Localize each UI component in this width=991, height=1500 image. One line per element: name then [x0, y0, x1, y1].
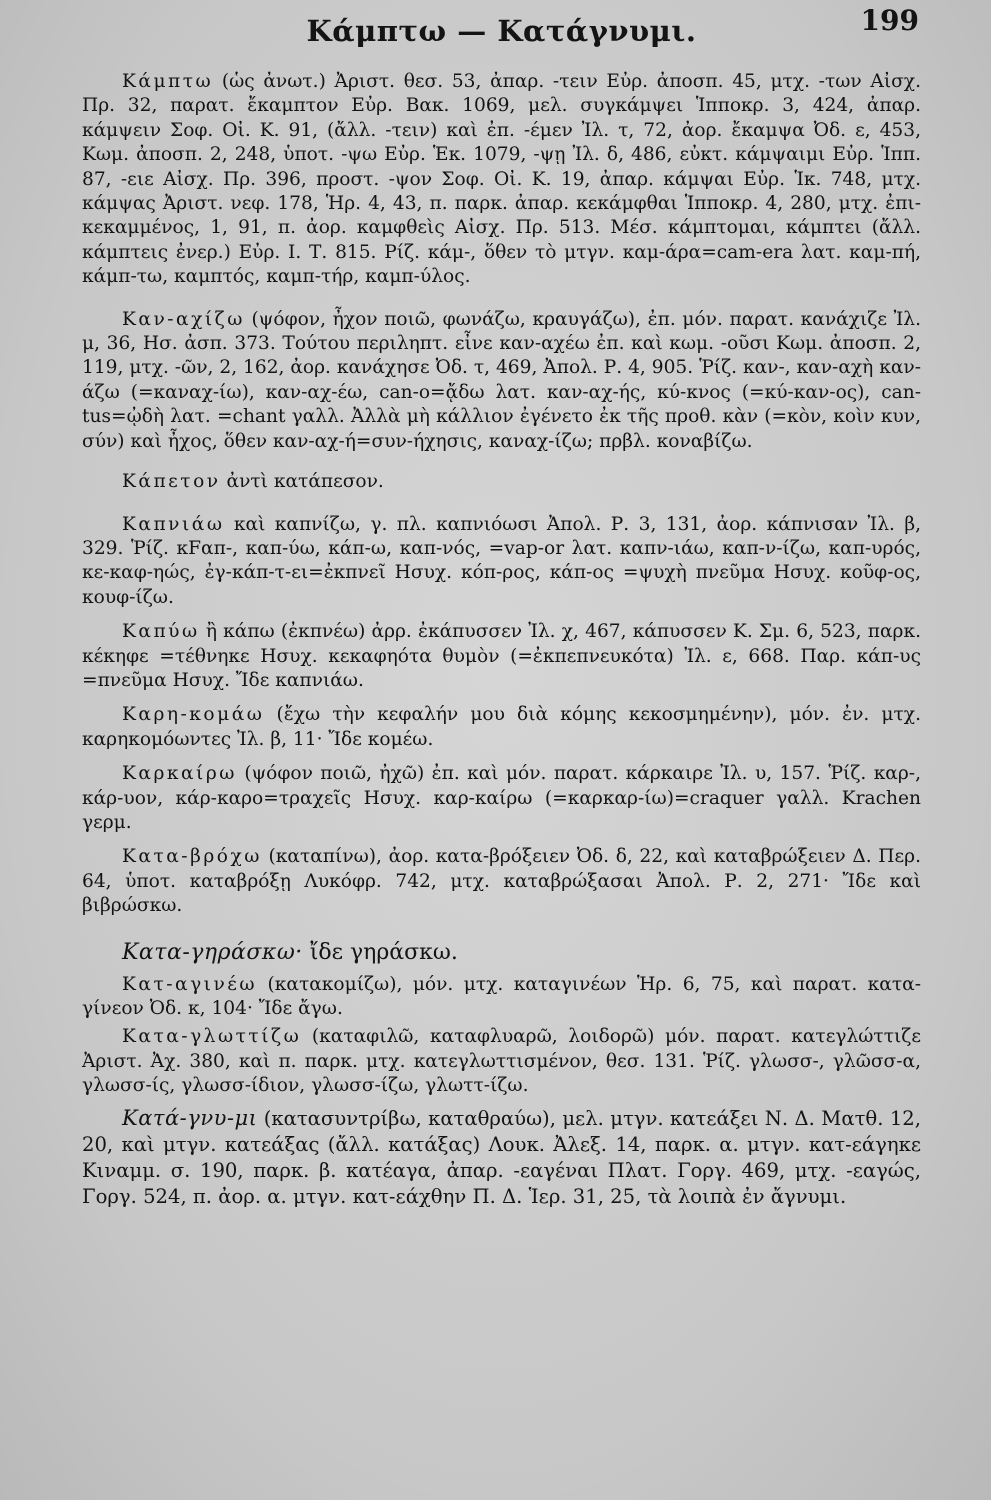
- running-head: [82, 0, 921, 70]
- entry-kapniao: [82, 513, 921, 611]
- entry-body: (ἔχω τὴν κεφαλήν μου διὰ κόμης κεκοσμημένην), μόν. ἐν. μτχ. καρηκομόωντες Ἰλ. β, 11· Ἴδε κομέω.: [82, 704, 921, 750]
- entry-kapeton: [82, 470, 921, 494]
- entry-kategerasko: [82, 939, 921, 967]
- entry-body: ἀντὶ κατάπεσον.: [226, 471, 384, 493]
- entry-headword: Κατα-γηράσκω·: [122, 939, 303, 965]
- entry-headword: Καρκαίρω: [122, 763, 237, 785]
- entry-body: (ὡς ἀνωτ.) Ἀριστ. θεσ. 53, ἀπαρ. -τειν Εὐρ. ἀποσπ. 45, μτχ. -των Αἰσχ. Πρ. 32, παρατ. ἔκαμπτον Εὐρ. Βακ. 1069, μελ. συγκάμψει Ἱπποκρ. 3, 424, ἀπαρ. κάμψειν Σοφ. Οἰ. Κ. 91, (ἄλλ. -τειν) καὶ ἐπ. -έμεν Ἰλ. τ, 72, ἀορ. ἔκαμψα Ὀδ. ε, 453, Κωμ. ἀποσπ. 2, 248, ὑποτ. -ψω Εὐρ. Ἑκ. 1079, -ψῃ Ἰλ. δ, 486, εὐκτ. κάμψαιμι Εὐρ. Ἱππ. 87, -ειε Αἰσχ. Πρ. 396, προστ. -ψον Σοφ. Οἰ. Κ. 19, ἀπαρ. κάμψαι Εὐρ. Ἱκ. 748, μτχ. κάμψας Ἀριστ. νεφ. 178, Ἡρ. 4, 43, π. παρκ. ἀπαρ. κεκάμφθαι Ἱπποκρ. 4, 280, μτχ. ἐπι-κεκαμμένος, 1, 91, π. ἀορ. καμφθεὶς Αἰσχ. Πρ. 513. Μέσ. κάμπτομαι, κάμπτει (ἄλλ. κάμπτεις ἐνερ.) Εὐρ. Ι. Τ. 815. Ρίζ. κάμ-, ὅθεν τὸ μτγν. καμ-άρα=cam-era λατ. καμ-πή, κάμπ-τω, καμπτός, καμπ-τήρ, καμπ-ύλος.: [82, 71, 921, 288]
- entry-katagnumi: [82, 1105, 921, 1210]
- entry-karkairo: [82, 762, 921, 835]
- page-number: 199: [860, 4, 919, 37]
- entry-katagineo: [82, 973, 921, 1022]
- entry-body: καὶ καπνίζω, γ. πλ. καπνιόωσι Ἀπολ. Ρ. 3, 131, ἀορ. κάπνισαν Ἰλ. β, 329. Ῥίζ. κFαπ-, καπ-ύω, κάπ-ω, καπ-νός, =vap-or λατ. καπν-ιάω, καπ-ν-ίζω, καπ-υρός, κε-καφ-ηώς, ἐγ-κάπ-τ-ει=ἐκπνεῖ Ησυχ. κόπ-ρος, κάπ-ος =ψυχὴ πνεῦμα Ησυχ. κοῦφ-ος, κουφ-ίζω.: [82, 513, 921, 608]
- entry-headword: Κατα-βρόχω: [122, 846, 262, 868]
- entry-headword: Κατά-γνυ-μι: [122, 1105, 258, 1130]
- entry-headword: Καπύω: [122, 621, 200, 643]
- entry-kapuo: [82, 620, 921, 693]
- page-title: Κάμπτω — Κατάγνυμι.: [306, 14, 697, 48]
- entry-body: (καταφιλῶ, καταφλυαρῶ, λοιδορῶ) μόν. παρατ. κατεγλώττιζε Ἀριστ. Ἀχ. 380, καὶ π. παρκ. μτχ. κατεγλωττισμένον, θεσ. 131. Ῥίζ. γλωσσ-, γλῶσσ-α, γλωσσ-ίς, γλωσσ-ίδιον, γλωσσ-ίζω, γλωττ-ίζω.: [82, 1026, 921, 1097]
- entry-headword: Κάπετον: [122, 471, 221, 493]
- entry-karekomao: [82, 703, 921, 752]
- entry-body: (ψόφον, ἦχον ποιῶ, φωνάζω, κραυγάζω), ἐπ. μόν. παρατ. κανάχιζε Ἰλ. μ, 36, Ησ. ἀσπ. 373. Τούτου περιληπτ. εἶνε καν-αχέω ἐπ. καὶ κωμ. -οῦσι Κωμ. ἀποσπ. 2, 119, μτχ. -ῶν, 2, 162, ἀορ. κανάχησε Ὀδ. τ, 469, Ἀπολ. Ρ. 4, 905. Ῥίζ. καν-, καν-αχὴ καν-άζω (=καναχ-ίω), καν-αχ-έω, can-o=ᾄδω λατ. καν-αχ-ής, κύ-κνος (=κύ-καν-ος), can-tus=ᾠδὴ λατ. =chant γαλλ. Ἀλλὰ μὴ κάλλιον ἐγένετο ἐκ τῆς προθ. κὰν (=κὸν, κοὶν κυν, σύν) καὶ ἦχος, ὅθεν καν-αχ-ή=συν-ήχησις, καναχ-ίζω; πρβλ. κοναβίζω.: [82, 308, 921, 452]
- entry-body: (κατακομίζω), μόν. μτχ. καταγινέων Ἡρ. 6, 75, καὶ παρατ. κατα-γίνεον Ὀδ. κ, 104· Ἴδε ἄγω.: [82, 973, 921, 1019]
- entry-list: [82, 70, 921, 1210]
- entry-headword: Καρη-κομάω: [122, 704, 265, 726]
- entry-katabrocho: [82, 845, 921, 918]
- entry-headword: Καπνιάω: [122, 513, 225, 535]
- entry-body: (κατασυντρίβω, καταθραύω), μελ. μτγν. κατεάξει Ν. Δ. Ματθ. 12, 20, καὶ μτγν. κατεάξας (ἄλλ. κατάξας) Λουκ. Ἀλεξ. 14, παρκ. α. μτγν. κατ-εάγηκε Κιναμμ. σ. 190, παρκ. β. κατέαγα, ἀπαρ. -εαγέναι Πλατ. Γοργ. 469, μτχ. -εαγώς, Γοργ. 524, π. ἀορ. α. μτγν. κατ-εάχθην Π. Δ. Ἱερ. 31, 25, τὰ λοιπὰ ἐν ἄγνυμι.: [82, 1106, 921, 1208]
- entry-body: (ψόφον ποιῶ, ἠχῶ) ἐπ. καὶ μόν. παρατ. κάρκαιρε Ἰλ. υ, 157. Ῥίζ. καρ-, κάρ-υον, κάρ-καρο=τραχεῖς Ησυχ. καρ-καίρω (=καρκαρ-ίω)=craquer γαλλ. Krachen γερμ.: [82, 763, 921, 833]
- entry-kampto: [82, 70, 921, 290]
- entry-headword: Κατα-γλωττίζω: [122, 1026, 302, 1048]
- entry-headword: Καν-αχίζω: [122, 308, 245, 330]
- entry-headword: Κάμπτω: [122, 71, 214, 92]
- entry-kanachizo: [82, 308, 921, 454]
- entry-body: ἢ κάπω (ἐκπνέω) ἀρρ. ἐκάπυσσεν Ἰλ. χ, 467, κάπυσσεν Κ. Σμ. 6, 523, παρκ. κέκηφε =τέθνηκε Ησυχ. κεκαφηότα θυμὸν (=ἐκπεπνευκότα) Ἰλ. ε, 668. Παρ. κάπ-υς =πνεῦμα Ησυχ. Ἴδε καπνιάω.: [82, 621, 921, 691]
- entry-kataglottizo: [82, 1025, 921, 1098]
- entry-headword: Κατ-αγινέω: [122, 973, 258, 995]
- entry-body: (καταπίνω), ἀορ. κατα-βρόξειεν Ὀδ. δ, 22, καὶ καταβρώξειεν Δ. Περ. 64, ὑποτ. καταβρόξῃ Λυκόφρ. 742, μτχ. καταβρώξασαι Ἀπολ. Ρ. 2, 271· Ἴδε καὶ βιβρώσκω.: [82, 846, 921, 917]
- entry-body: ἴδε γηράσκω.: [309, 939, 458, 965]
